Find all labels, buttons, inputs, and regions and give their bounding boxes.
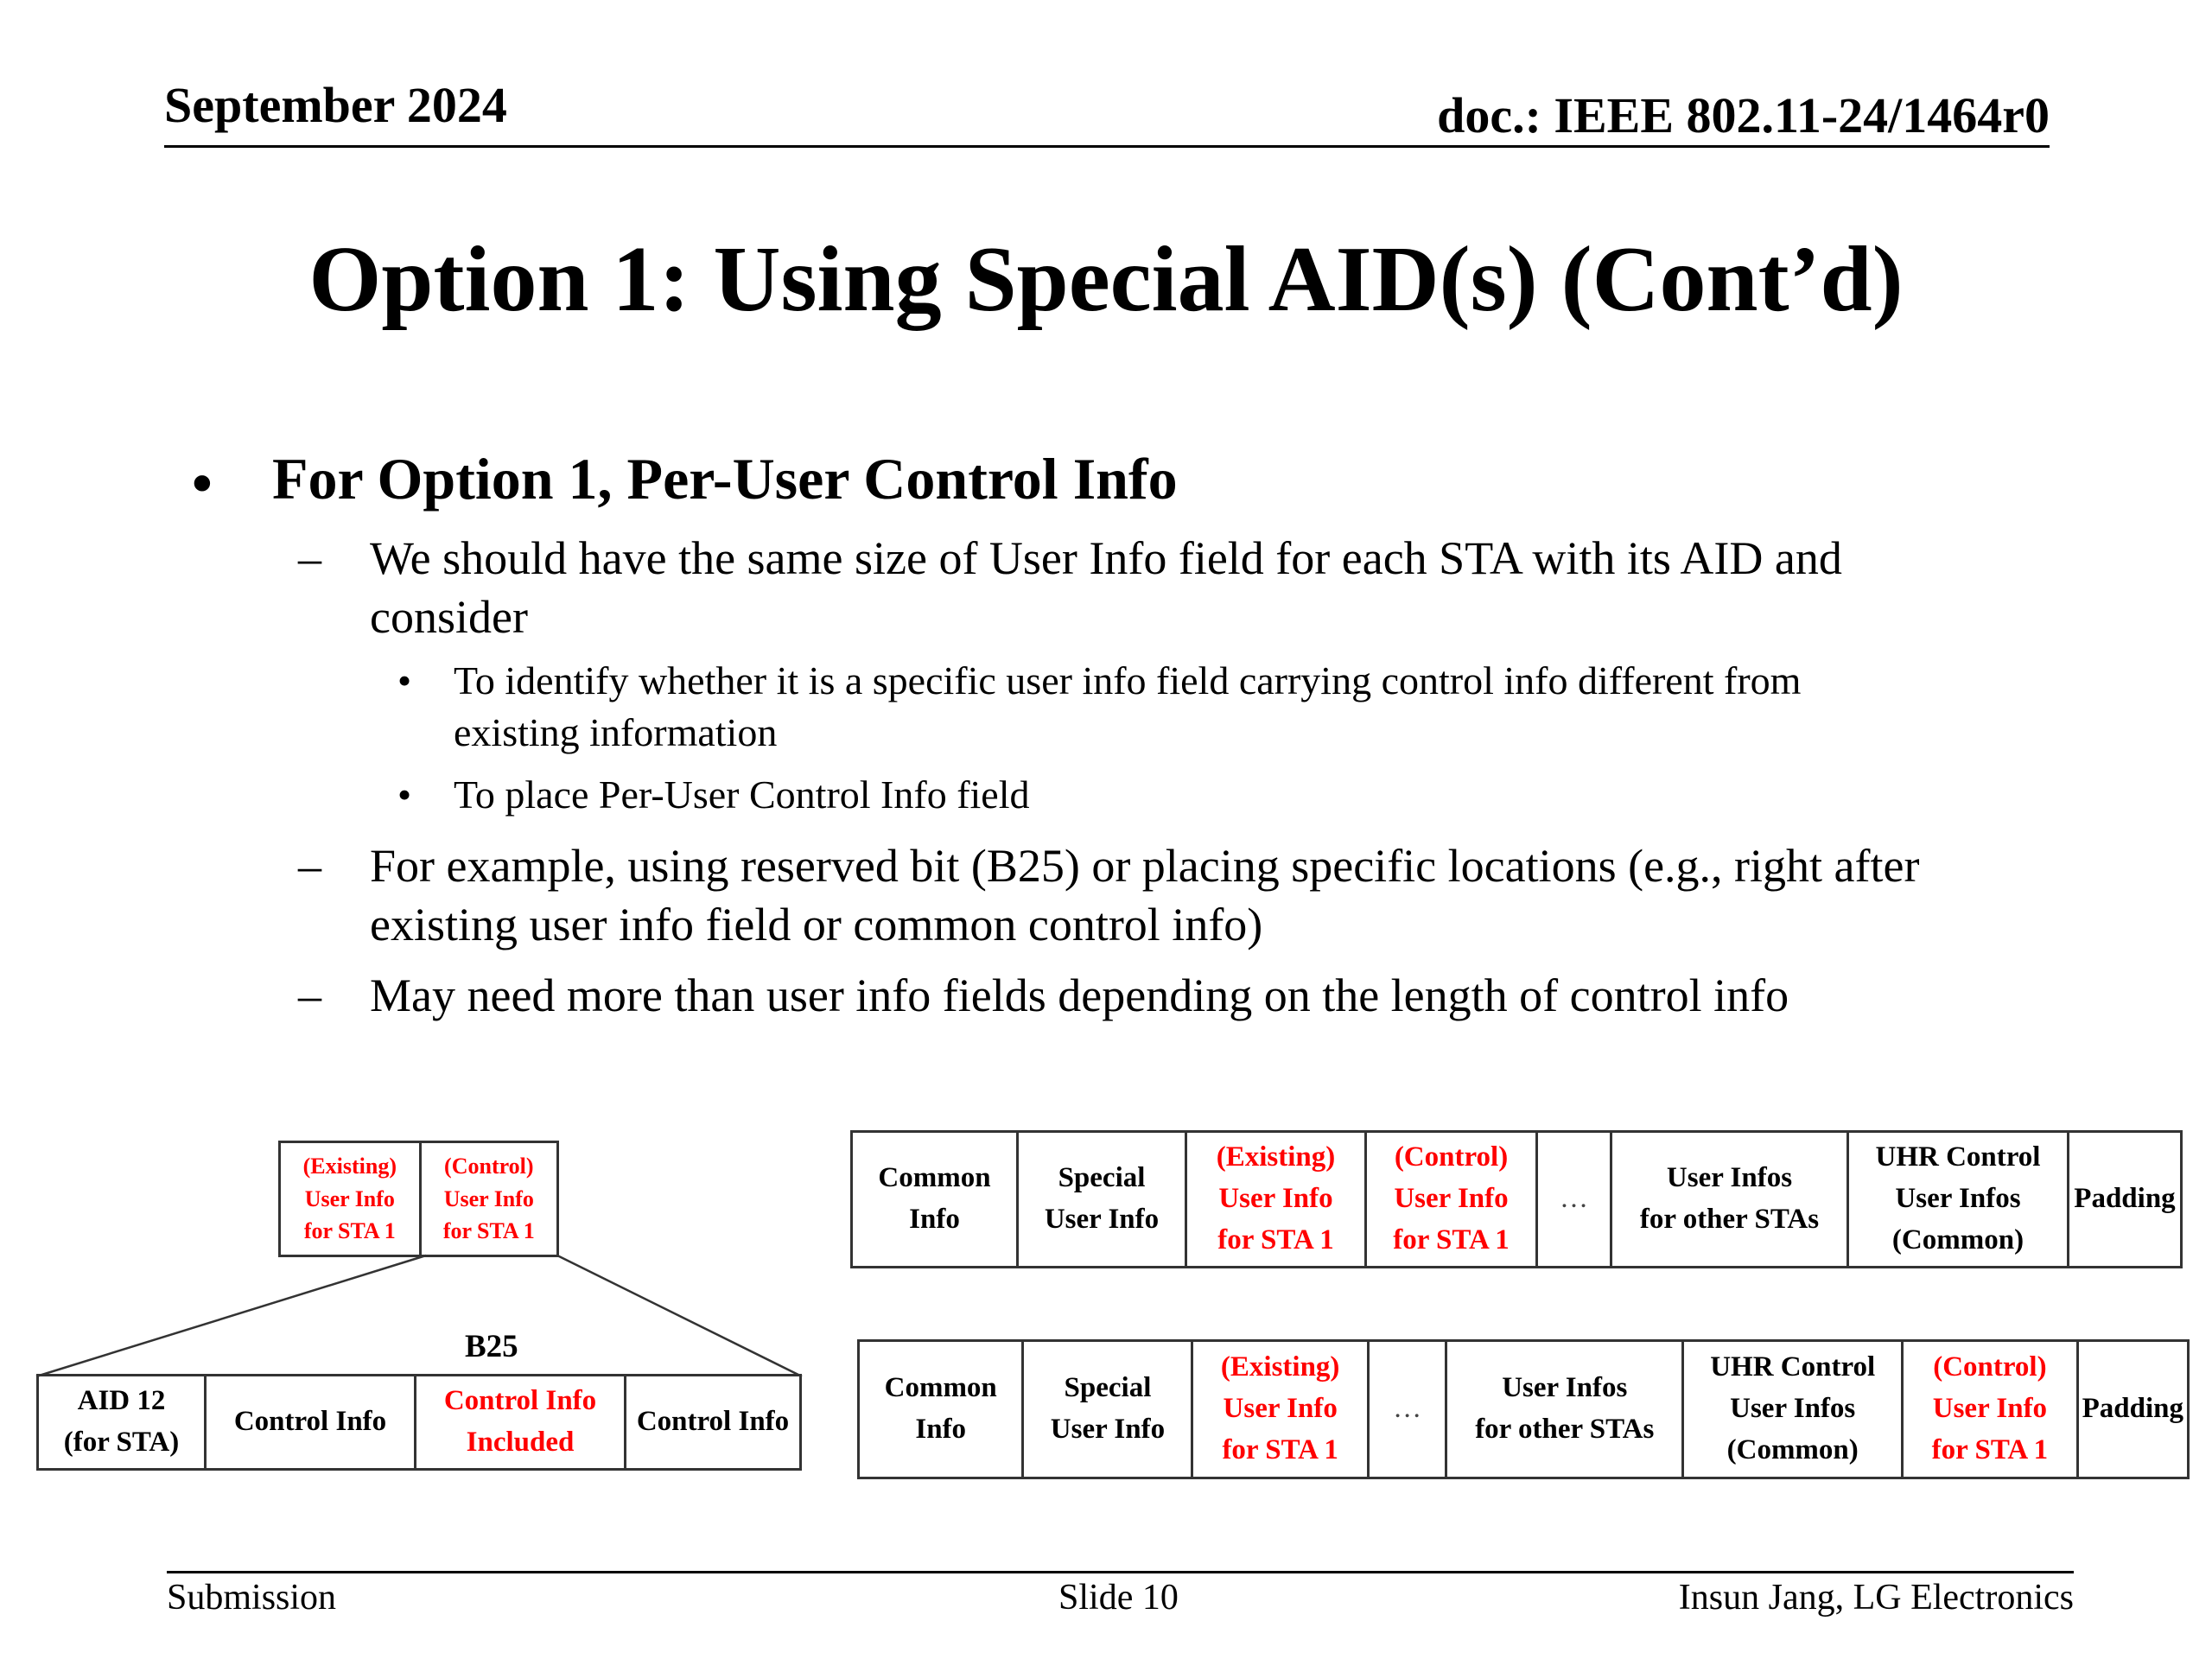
slide-title: Option 1: Using Special AID(s) (Cont’d)	[308, 228, 1904, 331]
bullet-main: For Option 1, Per-User Control Info	[272, 446, 1178, 512]
sub-bullet-2-line-2: existing user info field or common control info)	[370, 899, 1263, 950]
frame-layout-1	[850, 1130, 2183, 1268]
bullet-dot: •	[397, 772, 412, 817]
field-existing-user-info: (Existing) User Info for STA 1	[1192, 1341, 1368, 1478]
field-control-info-included: Control Info Included	[416, 1376, 626, 1470]
dash-marker: –	[298, 969, 321, 1021]
footer-author: Insun Jang, LG Electronics	[1678, 1578, 2074, 1618]
bullet-dot: •	[192, 450, 213, 516]
b25-label: B25	[465, 1329, 518, 1364]
field-special-user-info: Special User Info	[1023, 1341, 1192, 1478]
field-uhr-control-user-infos: UHR Control User Infos (Common)	[1683, 1341, 1903, 1478]
field-control-info: Control Info	[206, 1376, 416, 1470]
field-control-user-info: (Control) User Info for STA 1	[1903, 1341, 2077, 1478]
footer-slide-number: Slide 10	[1058, 1578, 1179, 1618]
field-special-user-info: Special User Info	[1018, 1132, 1186, 1268]
field-uhr-control-user-infos: UHR Control User Infos (Common)	[1848, 1132, 2069, 1268]
small-user-info-fields	[278, 1141, 559, 1257]
footer-submission: Submission	[167, 1578, 337, 1618]
field-padding: Padding	[2069, 1132, 2182, 1268]
field-user-infos-other-stas: User Infos for other STAs	[1446, 1341, 1683, 1478]
field-control-info: Control Info	[626, 1376, 801, 1470]
sub-bullet-3: May need more than user info fields depending on the length of control info	[370, 969, 1789, 1021]
dash-marker: –	[298, 532, 321, 584]
field-existing-user-info: (Existing) User Info for STA 1	[280, 1142, 421, 1256]
header-doc-number: doc.: IEEE 802.11-24/1464r0	[1437, 87, 2050, 143]
field-common-info: Common Info	[852, 1132, 1018, 1268]
sub-bullet-2-line-1: For example, using reserved bit (B25) or placing specific locations (e.g., right after	[370, 840, 1920, 892]
field-ellipsis: …	[1368, 1341, 1446, 1478]
field-existing-user-info: (Existing) User Info for STA 1	[1186, 1132, 1366, 1268]
aid-expansion-fields	[36, 1374, 802, 1471]
field-padding: Padding	[2077, 1341, 2188, 1478]
frame-layout-2	[857, 1339, 2190, 1479]
field-user-infos-other-stas: User Infos for other STAs	[1611, 1132, 1848, 1268]
bullet-dot: •	[397, 658, 412, 702]
footer-rule	[167, 1571, 2074, 1573]
field-control-user-info: (Control) User Info for STA 1	[420, 1142, 557, 1256]
sub-bullet-1-line-1: We should have the same size of User Info field for each STA with its AID and	[370, 532, 1842, 584]
sub-bullet-1-line-2: consider	[370, 591, 528, 643]
sub-sub-bullet-1a-line-1: To identify whether it is a specific user info field carrying control info different from	[454, 658, 1802, 702]
field-ellipsis: …	[1537, 1132, 1611, 1268]
field-control-user-info: (Control) User Info for STA 1	[1366, 1132, 1537, 1268]
dash-marker: –	[298, 840, 321, 892]
sub-sub-bullet-1a-line-2: existing information	[454, 710, 778, 754]
sub-sub-bullet-1b: To place Per-User Control Info field	[454, 772, 1030, 817]
header-date: September 2024	[164, 77, 507, 133]
field-common-info: Common Info	[859, 1341, 1023, 1478]
field-aid-12: AID 12 (for STA)	[38, 1376, 206, 1470]
